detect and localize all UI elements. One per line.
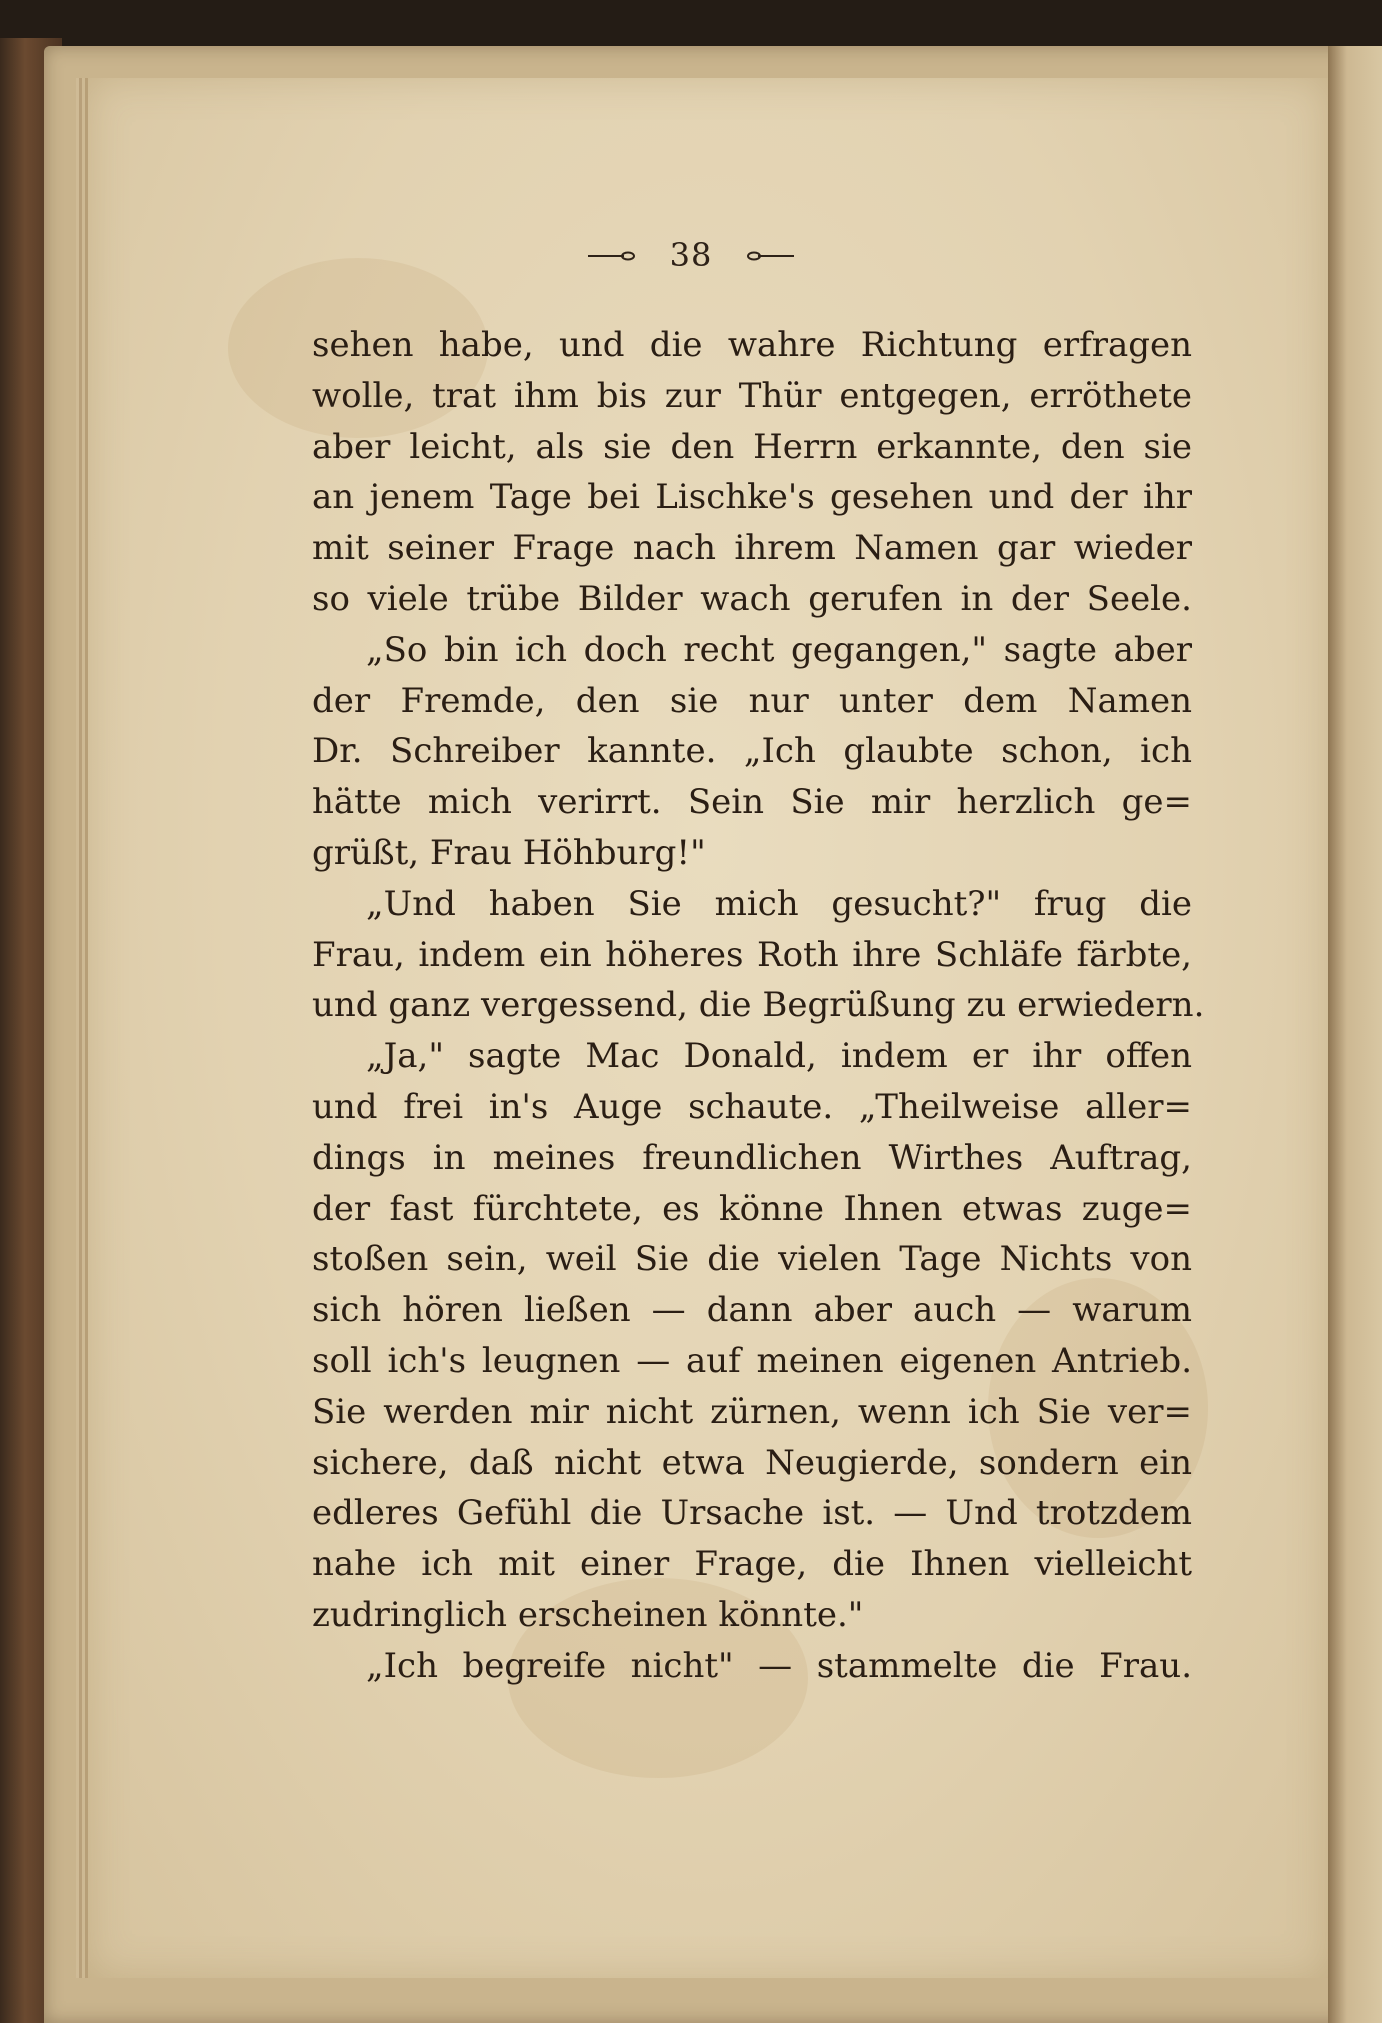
text-line: wolle, trat ihm bis zur Thür entgegen, erröthete [312,375,1192,416]
body-text [312,320,1205,1692]
text-line: sichere, daß nicht etwa Neugierde, sondern ein [312,1442,1192,1483]
text-line: stoßen sein, weil Sie die vielen Tage Nichts von [312,1239,1192,1280]
text-line: hätte mich verirrt. Sein Sie mir herzlich ge= [312,782,1192,823]
text-line: und ganz vergessend, die Begrüßung zu erwiedern. [312,985,1205,1026]
page-number: 38 [669,236,713,274]
text-line: nahe ich mit einer Frage, die Ihnen vielleicht [312,1544,1192,1585]
text-line: so viele trübe Bilder wach gerufen in der Seele. [312,578,1192,619]
text-line: aber leicht, als sie den Herrn erkannte, den sie [312,426,1192,467]
text-line: „So bin ich doch recht gegangen," sagte aber [366,629,1192,670]
text-line: mit seiner Frage nach ihrem Namen gar wieder [312,528,1192,569]
text-line: sehen habe, und die wahre Richtung erfragen [312,325,1192,365]
text-line: an jenem Tage bei Lischke's gesehen und der ihr [312,477,1192,518]
left-ornament-icon [586,250,636,262]
page-number-header [0,236,1382,274]
text-line: Frau, indem ein höheres Roth ihre Schläfe färbte, [312,934,1192,975]
text-line: sich hören ließen — dann aber auch — warum [312,1290,1192,1331]
text-line: „Ich begreife nicht" — stammelte die Frau. [366,1645,1192,1686]
book-gutter [1328,46,1382,2023]
text-line: Sie werden mir nicht zürnen, wenn ich Sie ver= [312,1391,1192,1432]
text-line: und frei in's Auge schaute. „Theilweise aller= [312,1086,1192,1127]
text-line: dings in meines freundlichen Wirthes Auftrag, [312,1137,1192,1178]
text-line: „Ja," sagte Mac Donald, indem er ihr offen [366,1036,1192,1077]
text-line: zudringlich erscheinen könnte." [312,1594,864,1635]
text-line: edleres Gefühl die Ursache ist. — Und trotzdem [312,1493,1192,1534]
text-line: Dr. Schreiber kannte. „Ich glaubte schon, ich [312,731,1192,772]
text-line: der fast fürchtete, es könne Ihnen etwas zuge= [312,1188,1192,1229]
text-line: soll ich's leugnen — auf meinen eigenen Antrieb. [312,1340,1192,1381]
text-line: der Fremde, den sie nur unter dem Namen [312,680,1192,721]
right-ornament-icon [746,250,796,262]
text-line: „Und haben Sie mich gesucht?" frug die [366,883,1192,924]
text-line: grüßt, Frau Höhburg!" [312,832,706,873]
